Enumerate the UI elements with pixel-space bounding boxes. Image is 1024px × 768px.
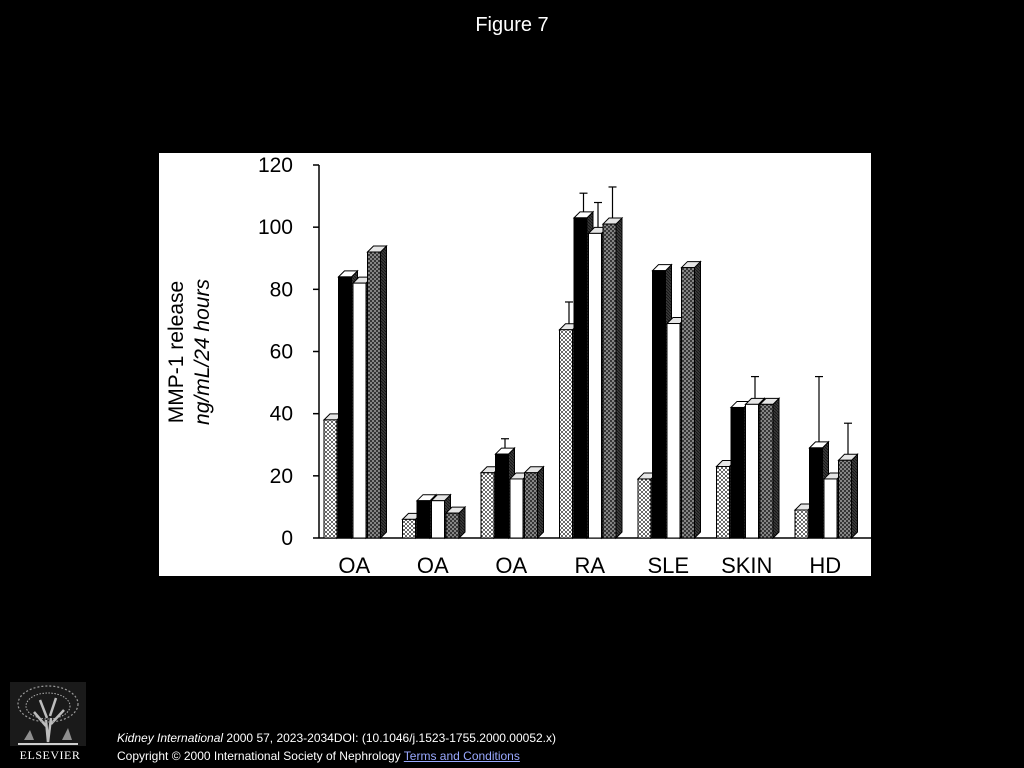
y-tick-label: 40 (269, 402, 293, 426)
bar-chart (159, 153, 871, 576)
x-tick-label: OA (338, 553, 371, 576)
bar-4-ra-4 (603, 218, 622, 538)
y-tick-label: 80 (269, 278, 293, 302)
citation-line (117, 731, 556, 745)
bar-4-sle-5 (682, 262, 701, 538)
y-tick-label: 20 (269, 464, 293, 488)
figure-title: Figure 7 (475, 14, 549, 36)
bar-4-skin-6 (760, 398, 779, 538)
y-axis-label-line2: ng/mL/24 hours (191, 279, 214, 425)
bar-4-hd-7 (839, 454, 858, 538)
citation-details: 2000 57, 2023-2034DOI: (10.1046/j.1523-1755.2000.00052.x) (223, 731, 557, 745)
y-tick-label: 100 (257, 216, 293, 240)
x-tick-label: SLE (647, 553, 690, 576)
x-tick-label: RA (574, 553, 606, 576)
journal-name: Kidney International (117, 731, 224, 745)
bar-4-oa-1 (368, 246, 387, 538)
x-tick-label: HD (809, 553, 842, 576)
x-tick-label: OA (495, 553, 528, 576)
elsevier-wordmark: ELSEVIER (19, 748, 81, 762)
x-tick-label: OA (416, 553, 449, 576)
bar-4-oa-2 (446, 507, 465, 538)
y-tick-label: 60 (269, 340, 293, 364)
bar-4-oa-3 (525, 467, 544, 538)
y-tick-label: 0 (281, 527, 293, 550)
chart-panel (159, 153, 871, 576)
terms-and-conditions-link[interactable]: Terms and Conditions (403, 749, 520, 763)
copyright-text: Copyright © 2000 International Society of Nephrology (117, 749, 404, 763)
x-tick-label: SKIN (721, 553, 773, 576)
y-tick-label: 120 (257, 154, 293, 177)
y-axis-label-line1: MMP-1 release (165, 280, 188, 424)
copyright-line (117, 749, 520, 763)
